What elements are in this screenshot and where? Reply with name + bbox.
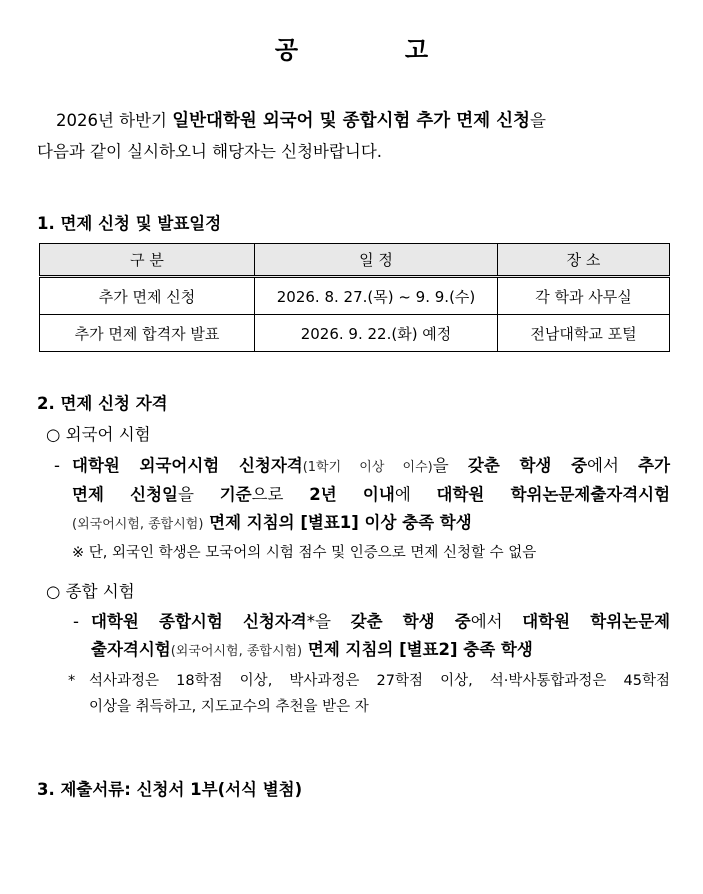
comprehensive-line-1 [91,609,670,635]
comp-l1-e: 대학원 학위논문제 [522,612,671,631]
foreign-line-1 [72,453,670,481]
comprehensive-exam-heading: ○ 종합 시험 [46,582,135,601]
intro-line-1 [56,106,670,136]
comprehensive-dash: - [73,612,79,631]
foreign-l1-c: 을 [432,456,468,475]
foreign-dash: - [54,456,60,475]
intro-line-2: 다음과 같이 실시하오니 해당자는 신청바랍니다. [37,142,383,161]
foreign-l2-f: 에 [394,485,437,504]
comp-l1-a: 대학원 종합시험 신청자격 [91,612,307,631]
intro-after-bold: 을 [530,111,546,130]
cell-category: 추가 면제 신청 [40,277,255,315]
section3-heading: 3. 제출서류: 신청서 1부(서식 별첨) [37,780,303,799]
foreign-l2-c: 기준 [219,485,252,504]
table-row [40,277,670,315]
header-location: 장 소 [498,244,670,277]
page-title [0,30,703,65]
footnote-line-1: 석사과정은 18학점 이상, 박사과정은 27학점 이상, 석·박사통합과정은 45학점 [89,673,670,689]
section1-heading: 1. 면제 신청 및 발표일정 [37,214,222,233]
comp-l2-a: 출자격시험 [91,640,171,659]
title-char-1: 공 [274,36,299,64]
foreign-l1-d: 갖춘 학생 중 [467,456,588,475]
cell-schedule: 2026. 8. 27.(목) ~ 9. 9.(수) [255,277,498,315]
footnote-line-2: 이상을 취득하고, 지도교수의 추천을 받은 자 [89,699,369,715]
schedule-table [39,243,670,352]
comp-l2-c: 면제 지침의 [별표2] 충족 학생 [302,640,533,659]
footnote-star: * [68,673,76,689]
cell-location: 전남대학교 포털 [498,315,670,352]
title-char-2: 고 [404,36,429,64]
section2-heading: 2. 면제 신청 자격 [37,394,168,413]
header-schedule: 일 정 [255,244,498,277]
cell-category: 추가 면제 합격자 발표 [40,315,255,352]
intro-bold: 일반대학원 외국어 및 종합시험 추가 면제 신청 [172,111,530,131]
table-header-row [40,244,670,277]
cell-location: 각 학과 사무실 [498,277,670,315]
foreign-l2-g: 대학원 학위논문제출자격시험 [436,485,671,504]
header-category: 구 분 [40,244,255,277]
foreign-l3-b: 면제 지침의 [별표1] 이상 충족 학생 [203,513,472,532]
comp-l1-d: 에서 [470,612,523,631]
foreign-exam-heading: ○ 외국어 시험 [46,425,151,444]
foreign-note: ※ 단, 외국인 학생은 모국어의 시험 점수 및 인증으로 면제 신청할 수 없음 [72,545,537,561]
foreign-l2-e: 2년 이내 [309,485,395,504]
foreign-line-2 [72,482,670,508]
foreign-l2-a: 면제 신청일 [72,485,178,504]
comp-l1-b: *을 [306,612,351,631]
comp-l2-b: (외국어시험, 종합시험) [170,644,303,659]
comp-l1-c: 갖춘 학생 중 [350,612,471,631]
comprehensive-line-2 [91,637,533,665]
table-row [40,315,670,352]
foreign-line-3 [72,510,472,538]
cell-schedule: 2026. 9. 22.(화) 예정 [255,315,498,352]
intro-year: 2026년 하반기 [56,111,173,130]
foreign-l2-b: 을 [177,485,220,504]
foreign-l2-d: 으로 [251,485,310,504]
foreign-l1-b: (1학기 이상 이수) [302,460,433,475]
foreign-l3-a: (외국어시험, 종합시험) [72,517,204,532]
foreign-l1-e: 에서 [587,456,639,475]
foreign-l1-a: 대학원 외국어시험 신청자격 [72,456,303,475]
foreign-l1-f: 추가 [638,456,671,475]
